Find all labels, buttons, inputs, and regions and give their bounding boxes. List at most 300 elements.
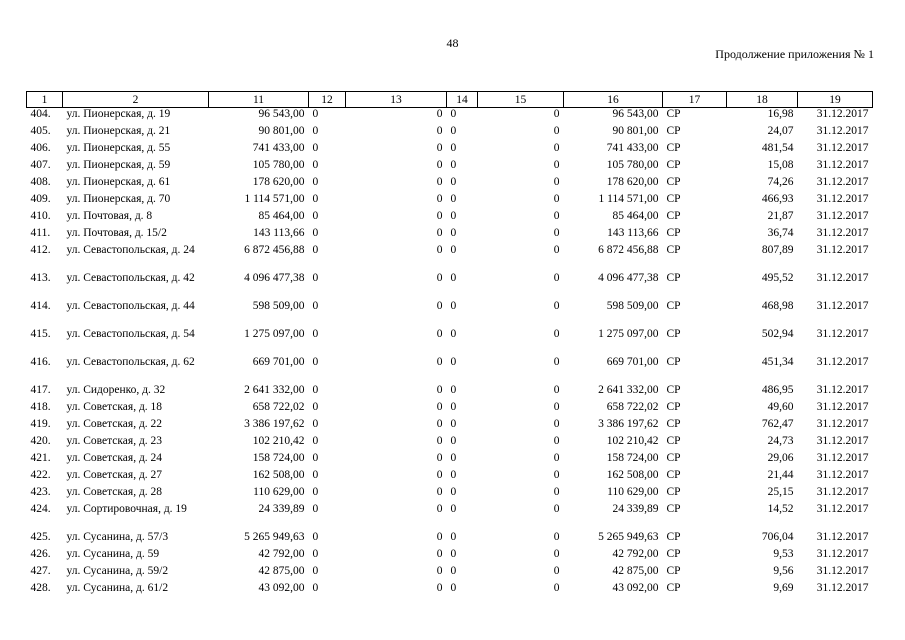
cell-value-13: 0 bbox=[436, 435, 443, 447]
cell-value-11: 85 464,00 bbox=[258, 210, 305, 222]
cell-value-14: 0 bbox=[450, 300, 457, 312]
cell-value-12: 0 bbox=[312, 210, 319, 222]
cell-row-number: 411. bbox=[30, 227, 51, 239]
table-row bbox=[27, 469, 873, 486]
cell-value-16: 105 780,00 bbox=[606, 159, 659, 171]
cell-address: ул. Севастопольская, д. 54 bbox=[66, 328, 195, 340]
cell-value-11: 598 509,00 bbox=[252, 300, 305, 312]
cell-value-17: СР bbox=[666, 469, 681, 481]
cell-value-12: 0 bbox=[312, 125, 319, 137]
cell-value-16: 96 543,00 bbox=[612, 108, 659, 120]
cell-value-15: 0 bbox=[553, 125, 560, 137]
cell-value-18: 24,73 bbox=[767, 435, 794, 447]
cell-value-11: 1 275 097,00 bbox=[244, 328, 305, 340]
cell-address: ул. Советская, д. 18 bbox=[66, 401, 163, 413]
cell-date: 31.12.2017 bbox=[816, 108, 869, 120]
table-row bbox=[27, 486, 873, 503]
cell-value-14: 0 bbox=[450, 435, 457, 447]
cell-value-13: 0 bbox=[436, 328, 443, 340]
cell-address: ул. Севастопольская, д. 24 bbox=[66, 244, 195, 256]
cell-value-17: СР bbox=[666, 210, 681, 222]
col-header-1: 1 bbox=[27, 92, 63, 108]
cell-date: 31.12.2017 bbox=[816, 418, 869, 430]
cell-value-12: 0 bbox=[312, 176, 319, 188]
cell-address: ул. Сусанина, д. 61/2 bbox=[66, 582, 169, 594]
cell-address: ул. Сусанина, д. 59 bbox=[66, 548, 160, 560]
cell-row-number: 423. bbox=[30, 486, 51, 498]
cell-value-12: 0 bbox=[312, 159, 319, 171]
cell-value-17: СР bbox=[666, 356, 681, 368]
cell-row-number: 407. bbox=[30, 159, 51, 171]
cell-value-14: 0 bbox=[450, 582, 457, 594]
registry-table bbox=[26, 91, 873, 599]
cell-date: 31.12.2017 bbox=[816, 435, 869, 447]
cell-value-18: 807,89 bbox=[761, 244, 794, 256]
table-body bbox=[27, 108, 873, 600]
cell-date: 31.12.2017 bbox=[816, 384, 869, 396]
cell-address: ул. Сусанина, д. 59/2 bbox=[66, 565, 169, 577]
cell-row-number: 421. bbox=[30, 452, 51, 464]
cell-value-14: 0 bbox=[450, 469, 457, 481]
cell-value-15: 0 bbox=[553, 384, 560, 396]
cell-row-number: 419. bbox=[30, 418, 51, 430]
cell-value-12: 0 bbox=[312, 328, 319, 340]
cell-value-12: 0 bbox=[312, 193, 319, 205]
table-row bbox=[27, 452, 873, 469]
cell-value-18: 495,52 bbox=[761, 272, 794, 284]
cell-value-12: 0 bbox=[312, 244, 319, 256]
cell-value-15: 0 bbox=[553, 227, 560, 239]
cell-value-16: 158 724,00 bbox=[606, 452, 659, 464]
cell-value-14: 0 bbox=[450, 486, 457, 498]
table-row bbox=[27, 384, 873, 401]
cell-value-13: 0 bbox=[436, 125, 443, 137]
cell-value-17: СР bbox=[666, 125, 681, 137]
cell-value-16: 143 113,66 bbox=[607, 227, 659, 239]
cell-date: 31.12.2017 bbox=[816, 469, 869, 481]
table-row bbox=[27, 244, 873, 272]
cell-address: ул. Сидоренко, д. 32 bbox=[66, 384, 166, 396]
cell-row-number: 416. bbox=[30, 356, 51, 368]
cell-value-18: 24,07 bbox=[767, 125, 794, 137]
table-row bbox=[27, 272, 873, 300]
cell-value-15: 0 bbox=[553, 582, 560, 594]
cell-value-11: 178 620,00 bbox=[252, 176, 305, 188]
cell-value-16: 24 339,89 bbox=[612, 503, 659, 515]
cell-row-number: 422. bbox=[30, 469, 51, 481]
cell-value-12: 0 bbox=[312, 469, 319, 481]
cell-value-13: 0 bbox=[436, 244, 443, 256]
cell-value-12: 0 bbox=[312, 272, 319, 284]
cell-value-17: СР bbox=[666, 418, 681, 430]
cell-value-18: 21,87 bbox=[767, 210, 794, 222]
cell-value-17: СР bbox=[666, 227, 681, 239]
cell-address: ул. Севастопольская, д. 42 bbox=[66, 272, 195, 284]
cell-value-12: 0 bbox=[312, 531, 319, 543]
cell-row-number: 426. bbox=[30, 548, 51, 560]
cell-address: ул. Сусанина, д. 57/3 bbox=[66, 531, 169, 543]
cell-address: ул. Советская, д. 27 bbox=[66, 469, 163, 481]
cell-value-16: 5 265 949,63 bbox=[598, 531, 659, 543]
cell-value-18: 36,74 bbox=[767, 227, 794, 239]
cell-value-16: 3 386 197,62 bbox=[598, 418, 659, 430]
table-row bbox=[27, 548, 873, 565]
cell-value-13: 0 bbox=[436, 193, 443, 205]
cell-value-13: 0 bbox=[436, 384, 443, 396]
cell-value-14: 0 bbox=[450, 125, 457, 137]
cell-value-15: 0 bbox=[553, 300, 560, 312]
cell-value-18: 49,60 bbox=[767, 401, 794, 413]
cell-value-16: 43 092,00 bbox=[612, 582, 659, 594]
cell-value-11: 162 508,00 bbox=[252, 469, 305, 481]
cell-date: 31.12.2017 bbox=[816, 142, 869, 154]
col-header-15: 15 bbox=[478, 92, 564, 108]
cell-value-13: 0 bbox=[436, 469, 443, 481]
cell-value-16: 90 801,00 bbox=[612, 125, 659, 137]
cell-value-12: 0 bbox=[312, 503, 319, 515]
cell-value-13: 0 bbox=[436, 582, 443, 594]
cell-address: ул. Советская, д. 23 bbox=[66, 435, 163, 447]
cell-value-16: 42 875,00 bbox=[612, 565, 659, 577]
cell-value-18: 16,98 bbox=[767, 108, 794, 120]
cell-value-18: 502,94 bbox=[761, 328, 794, 340]
cell-value-16: 178 620,00 bbox=[606, 176, 659, 188]
cell-row-number: 405. bbox=[30, 125, 51, 137]
cell-date: 31.12.2017 bbox=[816, 272, 869, 284]
cell-value-18: 9,53 bbox=[773, 548, 794, 560]
table-row bbox=[27, 176, 873, 193]
cell-value-13: 0 bbox=[436, 531, 443, 543]
cell-date: 31.12.2017 bbox=[816, 300, 869, 312]
cell-value-11: 5 265 949,63 bbox=[244, 531, 305, 543]
table-row bbox=[27, 582, 873, 599]
cell-value-15: 0 bbox=[553, 486, 560, 498]
cell-value-17: СР bbox=[666, 108, 681, 120]
cell-date: 31.12.2017 bbox=[816, 356, 869, 368]
cell-value-14: 0 bbox=[450, 452, 457, 464]
cell-value-15: 0 bbox=[553, 401, 560, 413]
cell-value-11: 2 641 332,00 bbox=[244, 384, 305, 396]
cell-value-18: 9,56 bbox=[773, 565, 794, 577]
cell-value-12: 0 bbox=[312, 356, 319, 368]
cell-row-number: 410. bbox=[30, 210, 51, 222]
cell-value-11: 143 113,66 bbox=[253, 227, 305, 239]
cell-value-13: 0 bbox=[436, 142, 443, 154]
cell-value-11: 658 722,02 bbox=[252, 401, 305, 413]
cell-row-number: 428. bbox=[30, 582, 51, 594]
cell-value-13: 0 bbox=[436, 418, 443, 430]
cell-value-17: СР bbox=[666, 565, 681, 577]
cell-value-15: 0 bbox=[553, 531, 560, 543]
cell-value-15: 0 bbox=[553, 244, 560, 256]
cell-value-17: СР bbox=[666, 384, 681, 396]
table-row bbox=[27, 142, 873, 159]
cell-value-17: СР bbox=[666, 435, 681, 447]
cell-value-15: 0 bbox=[553, 418, 560, 430]
cell-row-number: 415. bbox=[30, 328, 51, 340]
cell-value-11: 110 629,00 bbox=[253, 486, 305, 498]
col-header-19: 19 bbox=[798, 92, 873, 108]
cell-value-11: 102 210,42 bbox=[252, 435, 305, 447]
cell-value-11: 43 092,00 bbox=[258, 582, 305, 594]
cell-value-16: 2 641 332,00 bbox=[598, 384, 659, 396]
cell-value-14: 0 bbox=[450, 272, 457, 284]
cell-value-14: 0 bbox=[450, 210, 457, 222]
cell-value-15: 0 bbox=[553, 548, 560, 560]
cell-value-15: 0 bbox=[553, 108, 560, 120]
cell-value-15: 0 bbox=[553, 328, 560, 340]
table-row bbox=[27, 531, 873, 548]
cell-date: 31.12.2017 bbox=[816, 159, 869, 171]
cell-address: ул. Пионерская, д. 19 bbox=[66, 108, 171, 120]
table-row bbox=[27, 435, 873, 452]
cell-address: ул. Советская, д. 28 bbox=[66, 486, 163, 498]
col-header-11: 11 bbox=[209, 92, 309, 108]
cell-value-11: 105 780,00 bbox=[252, 159, 305, 171]
cell-value-15: 0 bbox=[553, 356, 560, 368]
cell-value-16: 1 114 571,00 bbox=[598, 193, 659, 205]
cell-value-18: 706,04 bbox=[761, 531, 794, 543]
cell-value-13: 0 bbox=[436, 565, 443, 577]
cell-date: 31.12.2017 bbox=[816, 176, 869, 188]
cell-value-17: СР bbox=[666, 300, 681, 312]
cell-value-17: СР bbox=[666, 452, 681, 464]
cell-value-15: 0 bbox=[553, 452, 560, 464]
cell-address: ул. Пионерская, д. 59 bbox=[66, 159, 171, 171]
cell-row-number: 406. bbox=[30, 142, 51, 154]
cell-value-13: 0 bbox=[436, 548, 443, 560]
table-row bbox=[27, 356, 873, 384]
cell-address: ул. Севастопольская, д. 62 bbox=[66, 356, 195, 368]
cell-row-number: 408. bbox=[30, 176, 51, 188]
cell-value-15: 0 bbox=[553, 469, 560, 481]
cell-value-13: 0 bbox=[436, 401, 443, 413]
cell-value-14: 0 bbox=[450, 244, 457, 256]
cell-value-13: 0 bbox=[436, 452, 443, 464]
cell-value-12: 0 bbox=[312, 452, 319, 464]
cell-address: ул. Пионерская, д. 21 bbox=[66, 125, 171, 137]
cell-value-17: СР bbox=[666, 503, 681, 515]
table-row bbox=[27, 503, 873, 531]
cell-value-15: 0 bbox=[553, 210, 560, 222]
cell-row-number: 427. bbox=[30, 565, 51, 577]
cell-date: 31.12.2017 bbox=[816, 503, 869, 515]
cell-address: ул. Севастопольская, д. 44 bbox=[66, 300, 195, 312]
cell-date: 31.12.2017 bbox=[816, 328, 869, 340]
cell-value-15: 0 bbox=[553, 503, 560, 515]
cell-value-13: 0 bbox=[436, 272, 443, 284]
cell-address: ул. Пионерская, д. 70 bbox=[66, 193, 171, 205]
cell-value-13: 0 bbox=[436, 176, 443, 188]
cell-address: ул. Почтовая, д. 8 bbox=[66, 210, 153, 222]
cell-value-12: 0 bbox=[312, 486, 319, 498]
cell-row-number: 404. bbox=[30, 108, 51, 120]
cell-row-number: 420. bbox=[30, 435, 51, 447]
cell-value-16: 4 096 477,38 bbox=[598, 272, 659, 284]
table-row bbox=[27, 418, 873, 435]
cell-value-12: 0 bbox=[312, 300, 319, 312]
cell-value-12: 0 bbox=[312, 582, 319, 594]
cell-value-17: СР bbox=[666, 142, 681, 154]
cell-value-17: СР bbox=[666, 272, 681, 284]
cell-value-16: 162 508,00 bbox=[606, 469, 659, 481]
cell-value-16: 658 722,02 bbox=[606, 401, 659, 413]
cell-value-16: 741 433,00 bbox=[606, 142, 659, 154]
cell-value-13: 0 bbox=[436, 227, 443, 239]
cell-value-11: 6 872 456,88 bbox=[244, 244, 305, 256]
table-row bbox=[27, 125, 873, 142]
cell-value-17: СР bbox=[666, 193, 681, 205]
cell-value-11: 741 433,00 bbox=[252, 142, 305, 154]
cell-value-12: 0 bbox=[312, 565, 319, 577]
cell-value-11: 96 543,00 bbox=[258, 108, 305, 120]
cell-value-14: 0 bbox=[450, 401, 457, 413]
col-header-12: 12 bbox=[309, 92, 346, 108]
cell-value-18: 466,93 bbox=[761, 193, 794, 205]
cell-value-18: 25,15 bbox=[767, 486, 794, 498]
cell-row-number: 414. bbox=[30, 300, 51, 312]
cell-value-11: 158 724,00 bbox=[252, 452, 305, 464]
cell-value-16: 85 464,00 bbox=[612, 210, 659, 222]
appendix-continuation-label: Продолжение приложения № 1 bbox=[715, 47, 874, 61]
cell-value-18: 451,34 bbox=[761, 356, 794, 368]
cell-date: 31.12.2017 bbox=[816, 401, 869, 413]
cell-value-13: 0 bbox=[436, 486, 443, 498]
cell-date: 31.12.2017 bbox=[816, 193, 869, 205]
table-row bbox=[27, 227, 873, 244]
cell-date: 31.12.2017 bbox=[816, 486, 869, 498]
table-row bbox=[27, 210, 873, 227]
cell-value-11: 4 096 477,38 bbox=[244, 272, 305, 284]
cell-value-12: 0 bbox=[312, 108, 319, 120]
cell-value-17: СР bbox=[666, 548, 681, 560]
col-header-17: 17 bbox=[663, 92, 727, 108]
cell-value-15: 0 bbox=[553, 565, 560, 577]
cell-value-14: 0 bbox=[450, 384, 457, 396]
cell-value-14: 0 bbox=[450, 159, 457, 171]
col-header-14: 14 bbox=[447, 92, 478, 108]
cell-value-13: 0 bbox=[436, 503, 443, 515]
cell-value-12: 0 bbox=[312, 418, 319, 430]
cell-date: 31.12.2017 bbox=[816, 125, 869, 137]
cell-value-15: 0 bbox=[553, 193, 560, 205]
cell-row-number: 424. bbox=[30, 503, 51, 515]
cell-value-18: 74,26 bbox=[767, 176, 794, 188]
cell-date: 31.12.2017 bbox=[816, 548, 869, 560]
cell-value-14: 0 bbox=[450, 531, 457, 543]
cell-value-11: 42 875,00 bbox=[258, 565, 305, 577]
cell-row-number: 418. bbox=[30, 401, 51, 413]
cell-value-17: СР bbox=[666, 244, 681, 256]
cell-value-12: 0 bbox=[312, 548, 319, 560]
cell-value-18: 762,47 bbox=[761, 418, 794, 430]
cell-value-15: 0 bbox=[553, 176, 560, 188]
cell-value-18: 468,98 bbox=[761, 300, 794, 312]
cell-value-18: 481,54 bbox=[761, 142, 794, 154]
table-row bbox=[27, 193, 873, 210]
cell-value-12: 0 bbox=[312, 227, 319, 239]
cell-address: ул. Советская, д. 24 bbox=[66, 452, 163, 464]
cell-value-16: 42 792,00 bbox=[612, 548, 659, 560]
cell-address: ул. Пионерская, д. 55 bbox=[66, 142, 171, 154]
cell-address: ул. Пионерская, д. 61 bbox=[66, 176, 171, 188]
cell-value-18: 9,69 bbox=[773, 582, 794, 594]
cell-date: 31.12.2017 bbox=[816, 244, 869, 256]
cell-value-13: 0 bbox=[436, 356, 443, 368]
header-row bbox=[27, 92, 873, 108]
cell-value-16: 6 872 456,88 bbox=[598, 244, 659, 256]
page-number: 48 bbox=[446, 36, 459, 50]
table-row bbox=[27, 300, 873, 328]
cell-row-number: 417. bbox=[30, 384, 51, 396]
cell-date: 31.12.2017 bbox=[816, 210, 869, 222]
cell-value-17: СР bbox=[666, 531, 681, 543]
cell-value-14: 0 bbox=[450, 142, 457, 154]
cell-value-13: 0 bbox=[436, 159, 443, 171]
cell-address: ул. Почтовая, д. 15/2 bbox=[66, 227, 167, 239]
cell-row-number: 412. bbox=[30, 244, 51, 256]
cell-value-11: 90 801,00 bbox=[258, 125, 305, 137]
table-row bbox=[27, 328, 873, 356]
cell-row-number: 413. bbox=[30, 272, 51, 284]
cell-value-16: 1 275 097,00 bbox=[598, 328, 659, 340]
cell-value-16: 598 509,00 bbox=[606, 300, 659, 312]
cell-value-12: 0 bbox=[312, 401, 319, 413]
cell-value-14: 0 bbox=[450, 548, 457, 560]
cell-value-14: 0 bbox=[450, 565, 457, 577]
cell-value-18: 14,52 bbox=[767, 503, 794, 515]
cell-row-number: 425. bbox=[30, 531, 51, 543]
cell-value-12: 0 bbox=[312, 435, 319, 447]
cell-value-11: 24 339,89 bbox=[258, 503, 305, 515]
cell-value-13: 0 bbox=[436, 108, 443, 120]
cell-value-15: 0 bbox=[553, 435, 560, 447]
cell-value-18: 486,95 bbox=[761, 384, 794, 396]
cell-value-12: 0 bbox=[312, 384, 319, 396]
cell-date: 31.12.2017 bbox=[816, 582, 869, 594]
cell-value-14: 0 bbox=[450, 176, 457, 188]
cell-value-15: 0 bbox=[553, 272, 560, 284]
cell-value-14: 0 bbox=[450, 503, 457, 515]
cell-date: 31.12.2017 bbox=[816, 227, 869, 239]
cell-value-15: 0 bbox=[553, 159, 560, 171]
cell-value-12: 0 bbox=[312, 142, 319, 154]
cell-value-17: СР bbox=[666, 328, 681, 340]
table-row bbox=[27, 565, 873, 582]
cell-value-14: 0 bbox=[450, 418, 457, 430]
cell-value-11: 3 386 197,62 bbox=[244, 418, 305, 430]
cell-value-18: 29,06 bbox=[767, 452, 794, 464]
col-header-2: 2 bbox=[63, 92, 209, 108]
cell-value-15: 0 bbox=[553, 142, 560, 154]
cell-value-16: 110 629,00 bbox=[607, 486, 659, 498]
cell-value-11: 669 701,00 bbox=[252, 356, 305, 368]
cell-value-14: 0 bbox=[450, 328, 457, 340]
cell-value-13: 0 bbox=[436, 210, 443, 222]
cell-value-17: СР bbox=[666, 486, 681, 498]
cell-value-17: СР bbox=[666, 176, 681, 188]
cell-value-18: 15,08 bbox=[767, 159, 794, 171]
cell-address: ул. Советская, д. 22 bbox=[66, 418, 163, 430]
cell-value-14: 0 bbox=[450, 227, 457, 239]
cell-value-14: 0 bbox=[450, 193, 457, 205]
cell-date: 31.12.2017 bbox=[816, 452, 869, 464]
cell-date: 31.12.2017 bbox=[816, 531, 869, 543]
cell-value-11: 42 792,00 bbox=[258, 548, 305, 560]
cell-value-13: 0 bbox=[436, 300, 443, 312]
cell-value-17: СР bbox=[666, 582, 681, 594]
cell-value-18: 21,44 bbox=[767, 469, 794, 481]
